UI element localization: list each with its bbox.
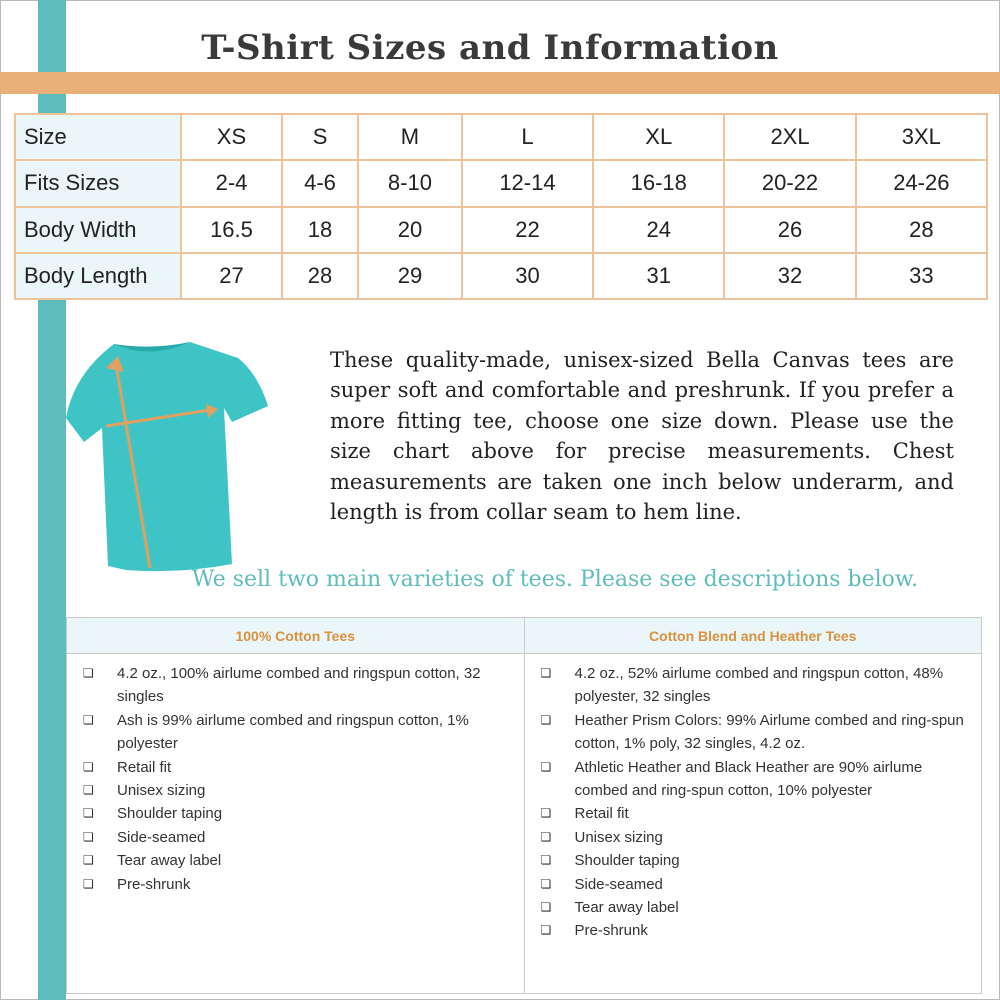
size-table-cell: L	[462, 114, 593, 160]
variety-list-item: ❏ Shoulder taping	[541, 849, 968, 872]
variety-list-item: ❏ 4.2 oz., 100% airlume combed and ringspun cotton, 32 singles	[83, 662, 510, 709]
variety-heading: 100% Cotton Tees	[67, 618, 524, 654]
size-table-cell: 31	[593, 253, 724, 299]
size-table-cell: XL	[593, 114, 724, 160]
tshirt-body	[66, 342, 268, 571]
size-table-cell: 28	[282, 253, 358, 299]
variety-list-item: ❏ 4.2 oz., 52% airlume combed and ringspun cotton, 48% polyester, 32 singles	[541, 662, 968, 709]
size-table-cell: XS	[181, 114, 282, 160]
variety-list-item: ❏ Shoulder taping	[83, 802, 510, 825]
variety-list-item: ❏ Unisex sizing	[83, 779, 510, 802]
size-table-cell: 20-22	[724, 160, 855, 206]
variety-list-item: ❏ Unisex sizing	[541, 826, 968, 849]
tshirt-measurement-icon	[62, 334, 272, 574]
page-title: T-Shirt Sizes and Information	[201, 28, 779, 68]
variety-list-item: ❏ Pre-shrunk	[541, 919, 968, 942]
size-table-cell: 27	[181, 253, 282, 299]
variety-list	[67, 654, 524, 896]
variety-list-item: ❏ Retail fit	[83, 756, 510, 779]
size-table-row-label: Body Width	[15, 207, 181, 253]
size-table-row	[15, 253, 987, 299]
variety-list-item: ❏ Tear away label	[541, 896, 968, 919]
size-table-cell: 16-18	[593, 160, 724, 206]
tagline: We sell two main varieties of tees. Please see descriptions below.	[191, 567, 919, 592]
size-table-cell: 24	[593, 207, 724, 253]
size-table-row-label: Size	[15, 114, 181, 160]
size-table-cell: 16.5	[181, 207, 282, 253]
size-table-row-label: Body Length	[15, 253, 181, 299]
size-table-cell: 29	[358, 253, 462, 299]
size-table-cell: 26	[724, 207, 855, 253]
size-table-cell: 8-10	[358, 160, 462, 206]
size-table-cell: 30	[462, 253, 593, 299]
variety-list-item: ❏ Athletic Heather and Black Heather are 90% airlume combed and ring-spun cotton, 10% polyester	[541, 756, 968, 803]
variety-list	[525, 654, 982, 943]
size-table-cell: 2-4	[181, 160, 282, 206]
variety-list-item: ❏ Side-seamed	[541, 873, 968, 896]
variety-list-item: ❏ Pre-shrunk	[83, 873, 510, 896]
orange-band	[0, 72, 1000, 94]
size-table-cell: 22	[462, 207, 593, 253]
size-table-cell: 2XL	[724, 114, 855, 160]
variety-heading: Cotton Blend and Heather Tees	[525, 618, 982, 654]
size-table-cell: 24-26	[856, 160, 987, 206]
variety-list-item: ❏ Side-seamed	[83, 826, 510, 849]
size-table-cell: 18	[282, 207, 358, 253]
size-table-cell: 4-6	[282, 160, 358, 206]
variety-list-item: ❏ Ash is 99% airlume combed and ringspun cotton, 1% polyester	[83, 709, 510, 756]
description-paragraph: These quality-made, unisex-sized Bella Canvas tees are super soft and comfortable and preshrunk. If you prefer a more fitting tee, choose one size down. Please use the size chart above for precise measurements. Chest measurements are taken one inch below underarm, and length is from collar seam to hem line.	[330, 348, 954, 525]
size-table-cell: 20	[358, 207, 462, 253]
size-table-cell: 12-14	[462, 160, 593, 206]
size-table-cell: M	[358, 114, 462, 160]
variety-column-cotton	[67, 618, 524, 993]
size-table-row-label: Fits Sizes	[15, 160, 181, 206]
variety-list-item: ❏ Tear away label	[83, 849, 510, 872]
variety-list-item: ❏ Heather Prism Colors: 99% Airlume combed and ring-spun cotton, 1% poly, 32 singles, 4.2 oz.	[541, 709, 968, 756]
size-chart-table	[14, 113, 988, 300]
size-table-row	[15, 114, 987, 160]
size-table-row	[15, 160, 987, 206]
variety-column-blend	[524, 618, 982, 993]
size-table-cell: 3XL	[856, 114, 987, 160]
size-table-cell: 28	[856, 207, 987, 253]
size-table-row	[15, 207, 987, 253]
varieties-table	[66, 617, 982, 994]
size-table-cell: S	[282, 114, 358, 160]
size-table-cell: 33	[856, 253, 987, 299]
size-table-cell: 32	[724, 253, 855, 299]
variety-list-item: ❏ Retail fit	[541, 802, 968, 825]
